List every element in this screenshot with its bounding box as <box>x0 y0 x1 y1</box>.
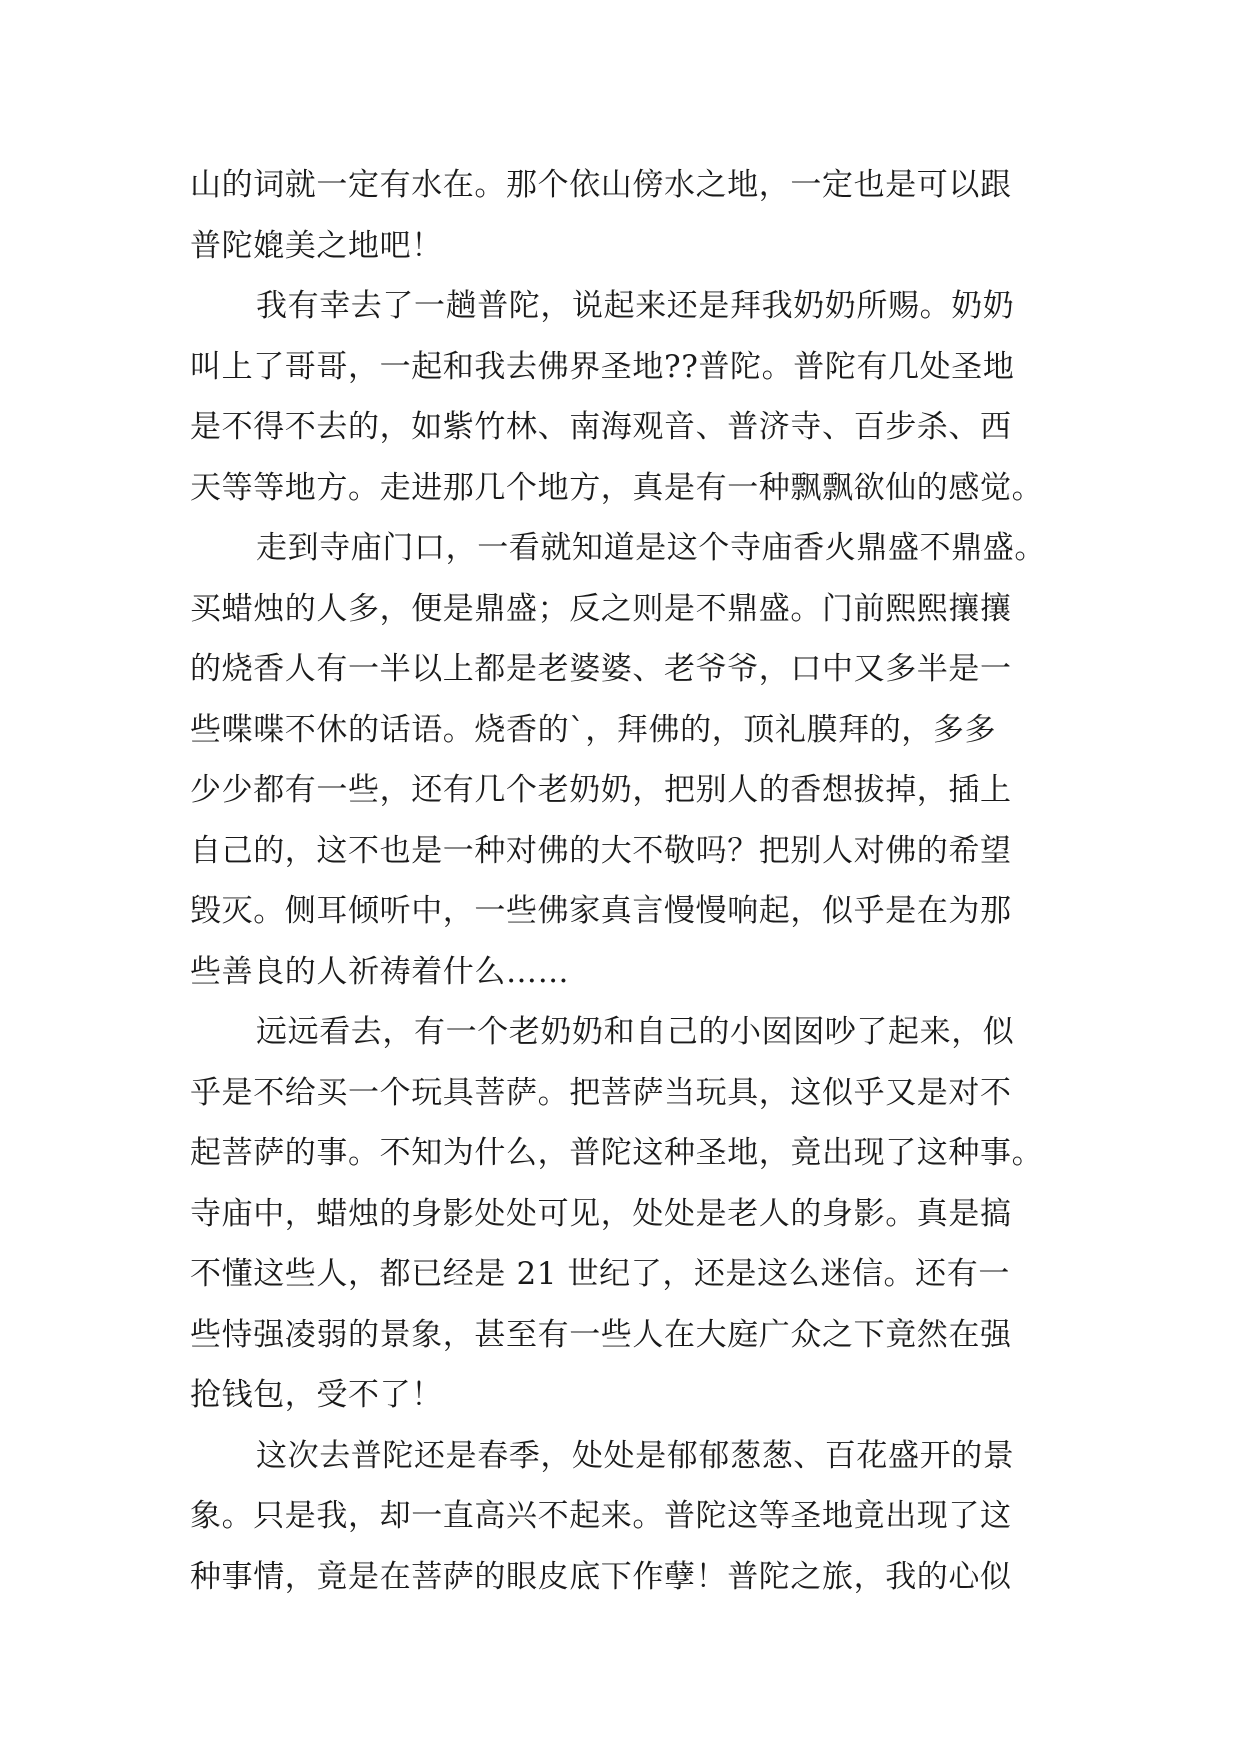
text-line: 种事情，竟是在菩萨的眼皮底下作孽！普陀之旅，我的心似 <box>190 1558 1012 1595</box>
text-line: 不懂这些人，都已经是 21 世纪了，还是这么迷信。还有一 <box>190 1256 1010 1292</box>
paragraph-start-line: 我有幸去了一趟普陀，说起来还是拜我奶奶所赐。奶奶 <box>256 288 1015 324</box>
paragraph-start-line: 这次去普陀还是春季，处处是郁郁葱葱、百花盛开的景 <box>256 1437 1015 1474</box>
text-line: 少少都有一些，还有几个老奶奶，把别人的香想拔掉，插上 <box>190 772 1012 808</box>
text-line: 起菩萨的事。不知为什么，普陀这种圣地，竟出现了这种事。 <box>190 1135 1044 1171</box>
paragraph-start-line: 走到寺庙门口，一看就知道是这个寺庙香火鼎盛不鼎盛。 <box>256 530 1046 566</box>
text-line: 是不得不去的，如紫竹林、南海观音、普济寺、百步杀、西 <box>190 409 1012 445</box>
text-line: 象。只是我，却一直高兴不起来。普陀这等圣地竟出现了这 <box>190 1498 1012 1534</box>
text-line: 叫上了哥哥，一起和我去佛界圣地??普陀。普陀有几处圣地 <box>190 348 1015 385</box>
text-line: 些恃强凌弱的景象，甚至有一些人在大庭广众之下竟然在强 <box>190 1316 1012 1353</box>
paragraph-start-line: 远远看去，有一个老奶奶和自己的小囡囡吵了起来，似 <box>256 1014 1015 1050</box>
text-line: 抢钱包，受不了！ <box>190 1377 443 1413</box>
text-line: 的烧香人有一半以上都是老婆婆、老爷爷，口中又多半是一 <box>190 651 1012 687</box>
text-line: 买蜡烛的人多，便是鼎盛；反之则是不鼎盛。门前熙熙攘攘 <box>190 590 1012 627</box>
text-line: 乎是不给买一个玩具菩萨。把菩萨当玩具，这似乎又是对不 <box>190 1074 1012 1111</box>
text-line: 自己的，这不也是一种对佛的大不敬吗？把别人对佛的希望 <box>190 832 1012 869</box>
text-line: 山的词就一定有水在。那个依山傍水之地，一定也是可以跟 <box>190 167 1012 203</box>
text-line: 毁灭。侧耳倾听中，一些佛家真言慢慢响起，似乎是在为那 <box>190 893 1012 929</box>
text-line: 些善良的人祈祷着什么…… <box>190 953 570 990</box>
text-line: 天等等地方。走进那几个地方，真是有一种飘飘欲仙的感觉。 <box>190 469 1044 506</box>
text-line: 些喋喋不休的话语。烧香的`，拜佛的，顶礼膜拜的，多多 <box>190 711 997 748</box>
text-line: 寺庙中，蜡烛的身影处处可见，处处是老人的身影。真是搞 <box>190 1195 1012 1232</box>
body-text <box>190 155 1052 1607</box>
text-line: 普陀媲美之地吧！ <box>190 227 443 264</box>
